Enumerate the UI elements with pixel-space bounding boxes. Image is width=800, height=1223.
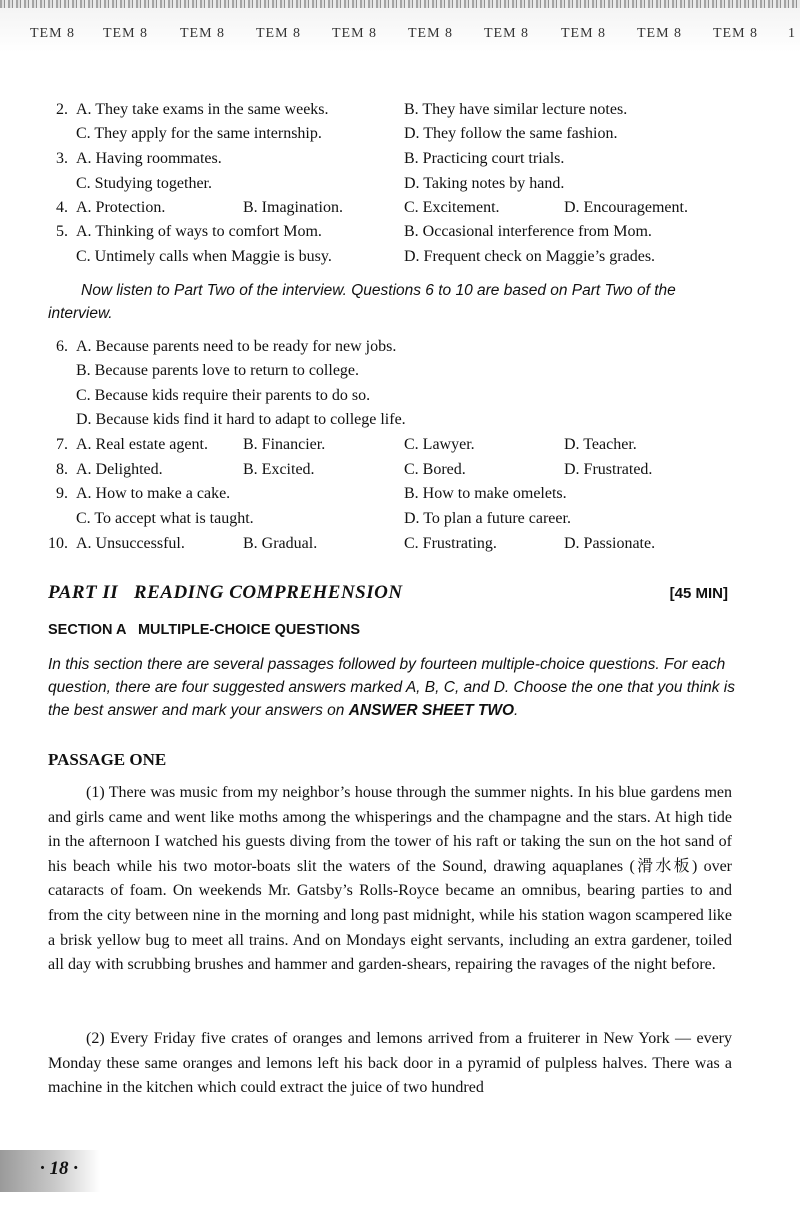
page-number: · 18 ·: [40, 1158, 78, 1179]
question-number: 6.: [56, 338, 68, 355]
option-c: C. Because kids require their parents to do so.: [76, 387, 371, 404]
option-d: D. Taking notes by hand.: [404, 175, 565, 192]
header-tem-label: TEM 8: [484, 26, 530, 41]
option-b: B. Practicing court trials.: [404, 150, 565, 167]
option-b: B. Occasional interference from Mom.: [404, 223, 652, 240]
option-c: C. They apply for the same internship.: [76, 125, 322, 142]
option-a: A. Because parents need to be ready for new jobs.: [76, 338, 397, 355]
header-tem-label: TEM 8: [180, 26, 226, 41]
header-tem-row: [0, 26, 800, 44]
header-tem-label: TEM 8: [30, 26, 76, 41]
option-b: B. Excited.: [243, 461, 315, 478]
option-c: C. Frustrating.: [404, 535, 497, 552]
option-a: A. Having roommates.: [76, 150, 222, 167]
option-b: B. Because parents love to return to college.: [76, 362, 360, 379]
header-tem-label: TEM 8: [256, 26, 302, 41]
section-instruction-end: .: [514, 702, 519, 719]
option-c: C. Excitement.: [404, 199, 500, 216]
header-edge-mark: 1: [788, 26, 796, 41]
question-number: 10.: [48, 535, 68, 552]
question-number: 2.: [56, 101, 68, 118]
part-title: PART II READING COMPREHENSION: [48, 582, 403, 603]
option-b: B. Imagination.: [243, 199, 343, 216]
answer-sheet-name: ANSWER SHEET TWO: [348, 702, 515, 719]
option-a: A. How to make a cake.: [76, 485, 231, 502]
part-two-instruction: Now listen to Part Two of the interview. Questions 6 to 10 are based on Part Two of the interview.: [48, 282, 676, 322]
section-instruction: [48, 653, 738, 722]
option-b: B. Gradual.: [243, 535, 318, 552]
option-d: D. Passionate.: [564, 535, 656, 552]
question-number: 5.: [56, 223, 68, 240]
passage-paragraph-2: [48, 1027, 732, 1101]
header-tem-label: TEM 8: [103, 26, 149, 41]
paragraph-text: (1) There was music from my neighbor’s house through the summer nights. In his blue gardens men and girls came and went like moths among the whisperings and the champagne and the stars. At high tide in the afternoon I watched his guests diving from the tower of his raft or taking the sun on the hot sand of his beach while his two motor-boats slit the waters of the Sound, drawing aquaplanes (滑水板) over cataracts of foam. On weekends Mr. Gatsby’s Rolls-Royce became an omnibus, bearing parties to and from the city between nine in the morning and long past midnight, while his station wagon scampered like a brisk yellow bug to meet all trains. And on Mondays eight servants, including an extra gardener, toiled all day with scrubbing brushes and hammer and garden-shears, repairing the ravages of the night before.: [48, 784, 732, 974]
part-time-limit: [45 MIN]: [669, 585, 728, 602]
paragraph-text: (2) Every Friday five crates of oranges and lemons arrived from a fruiterer in New York — every Monday these same oranges and lemons left his back door in a pyramid of pulpless halves. There was a machine in the kitchen which could extract the juice of two hundred: [48, 1030, 732, 1097]
option-b: B. How to make omelets.: [404, 485, 567, 502]
option-a: A. Protection.: [76, 199, 166, 216]
option-c: C. Lawyer.: [404, 436, 475, 453]
header-tem-label: TEM 8: [561, 26, 607, 41]
question-number: 8.: [56, 461, 68, 478]
passage-paragraph-1: [48, 781, 732, 978]
option-c: C. Studying together.: [76, 175, 212, 192]
option-d: D. Encouragement.: [564, 199, 688, 216]
option-a: A. Real estate agent.: [76, 436, 208, 453]
section-title: SECTION A MULTIPLE-CHOICE QUESTIONS: [48, 622, 361, 638]
option-a: A. Thinking of ways to comfort Mom.: [76, 223, 322, 240]
option-c: C. Untimely calls when Maggie is busy.: [76, 248, 332, 265]
option-d: D. Frequent check on Maggie’s grades.: [404, 248, 656, 265]
option-a: A. They take exams in the same weeks.: [76, 101, 329, 118]
section-instruction-text: In this section there are several passages followed by fourteen multiple-choice questions. For each question, there are four suggested answers marked A, B, C, and D. Choose the one that you think is the best answer and mark your answers on: [48, 656, 735, 719]
option-d: D. Because kids find it hard to adapt to college life.: [76, 411, 406, 428]
question-number: 9.: [56, 485, 68, 502]
question-number: 4.: [56, 199, 68, 216]
option-c: C. To accept what is taught.: [76, 510, 254, 527]
header-texture-strip: [0, 0, 800, 8]
header-tem-label: TEM 8: [637, 26, 683, 41]
option-a: A. Delighted.: [76, 461, 163, 478]
passage-title: PASSAGE ONE: [48, 750, 167, 769]
option-c: C. Bored.: [404, 461, 466, 478]
option-d: D. They follow the same fashion.: [404, 125, 618, 142]
header-tem-label: TEM 8: [408, 26, 454, 41]
option-b: B. Financier.: [243, 436, 326, 453]
option-a: A. Unsuccessful.: [76, 535, 185, 552]
option-b: B. They have similar lecture notes.: [404, 101, 628, 118]
option-d: D. Teacher.: [564, 436, 637, 453]
option-d: D. To plan a future career.: [404, 510, 571, 527]
question-number: 3.: [56, 150, 68, 167]
header-tem-label: TEM 8: [332, 26, 378, 41]
option-d: D. Frustrated.: [564, 461, 653, 478]
header-tem-label: TEM 8: [713, 26, 759, 41]
question-number: 7.: [56, 436, 68, 453]
